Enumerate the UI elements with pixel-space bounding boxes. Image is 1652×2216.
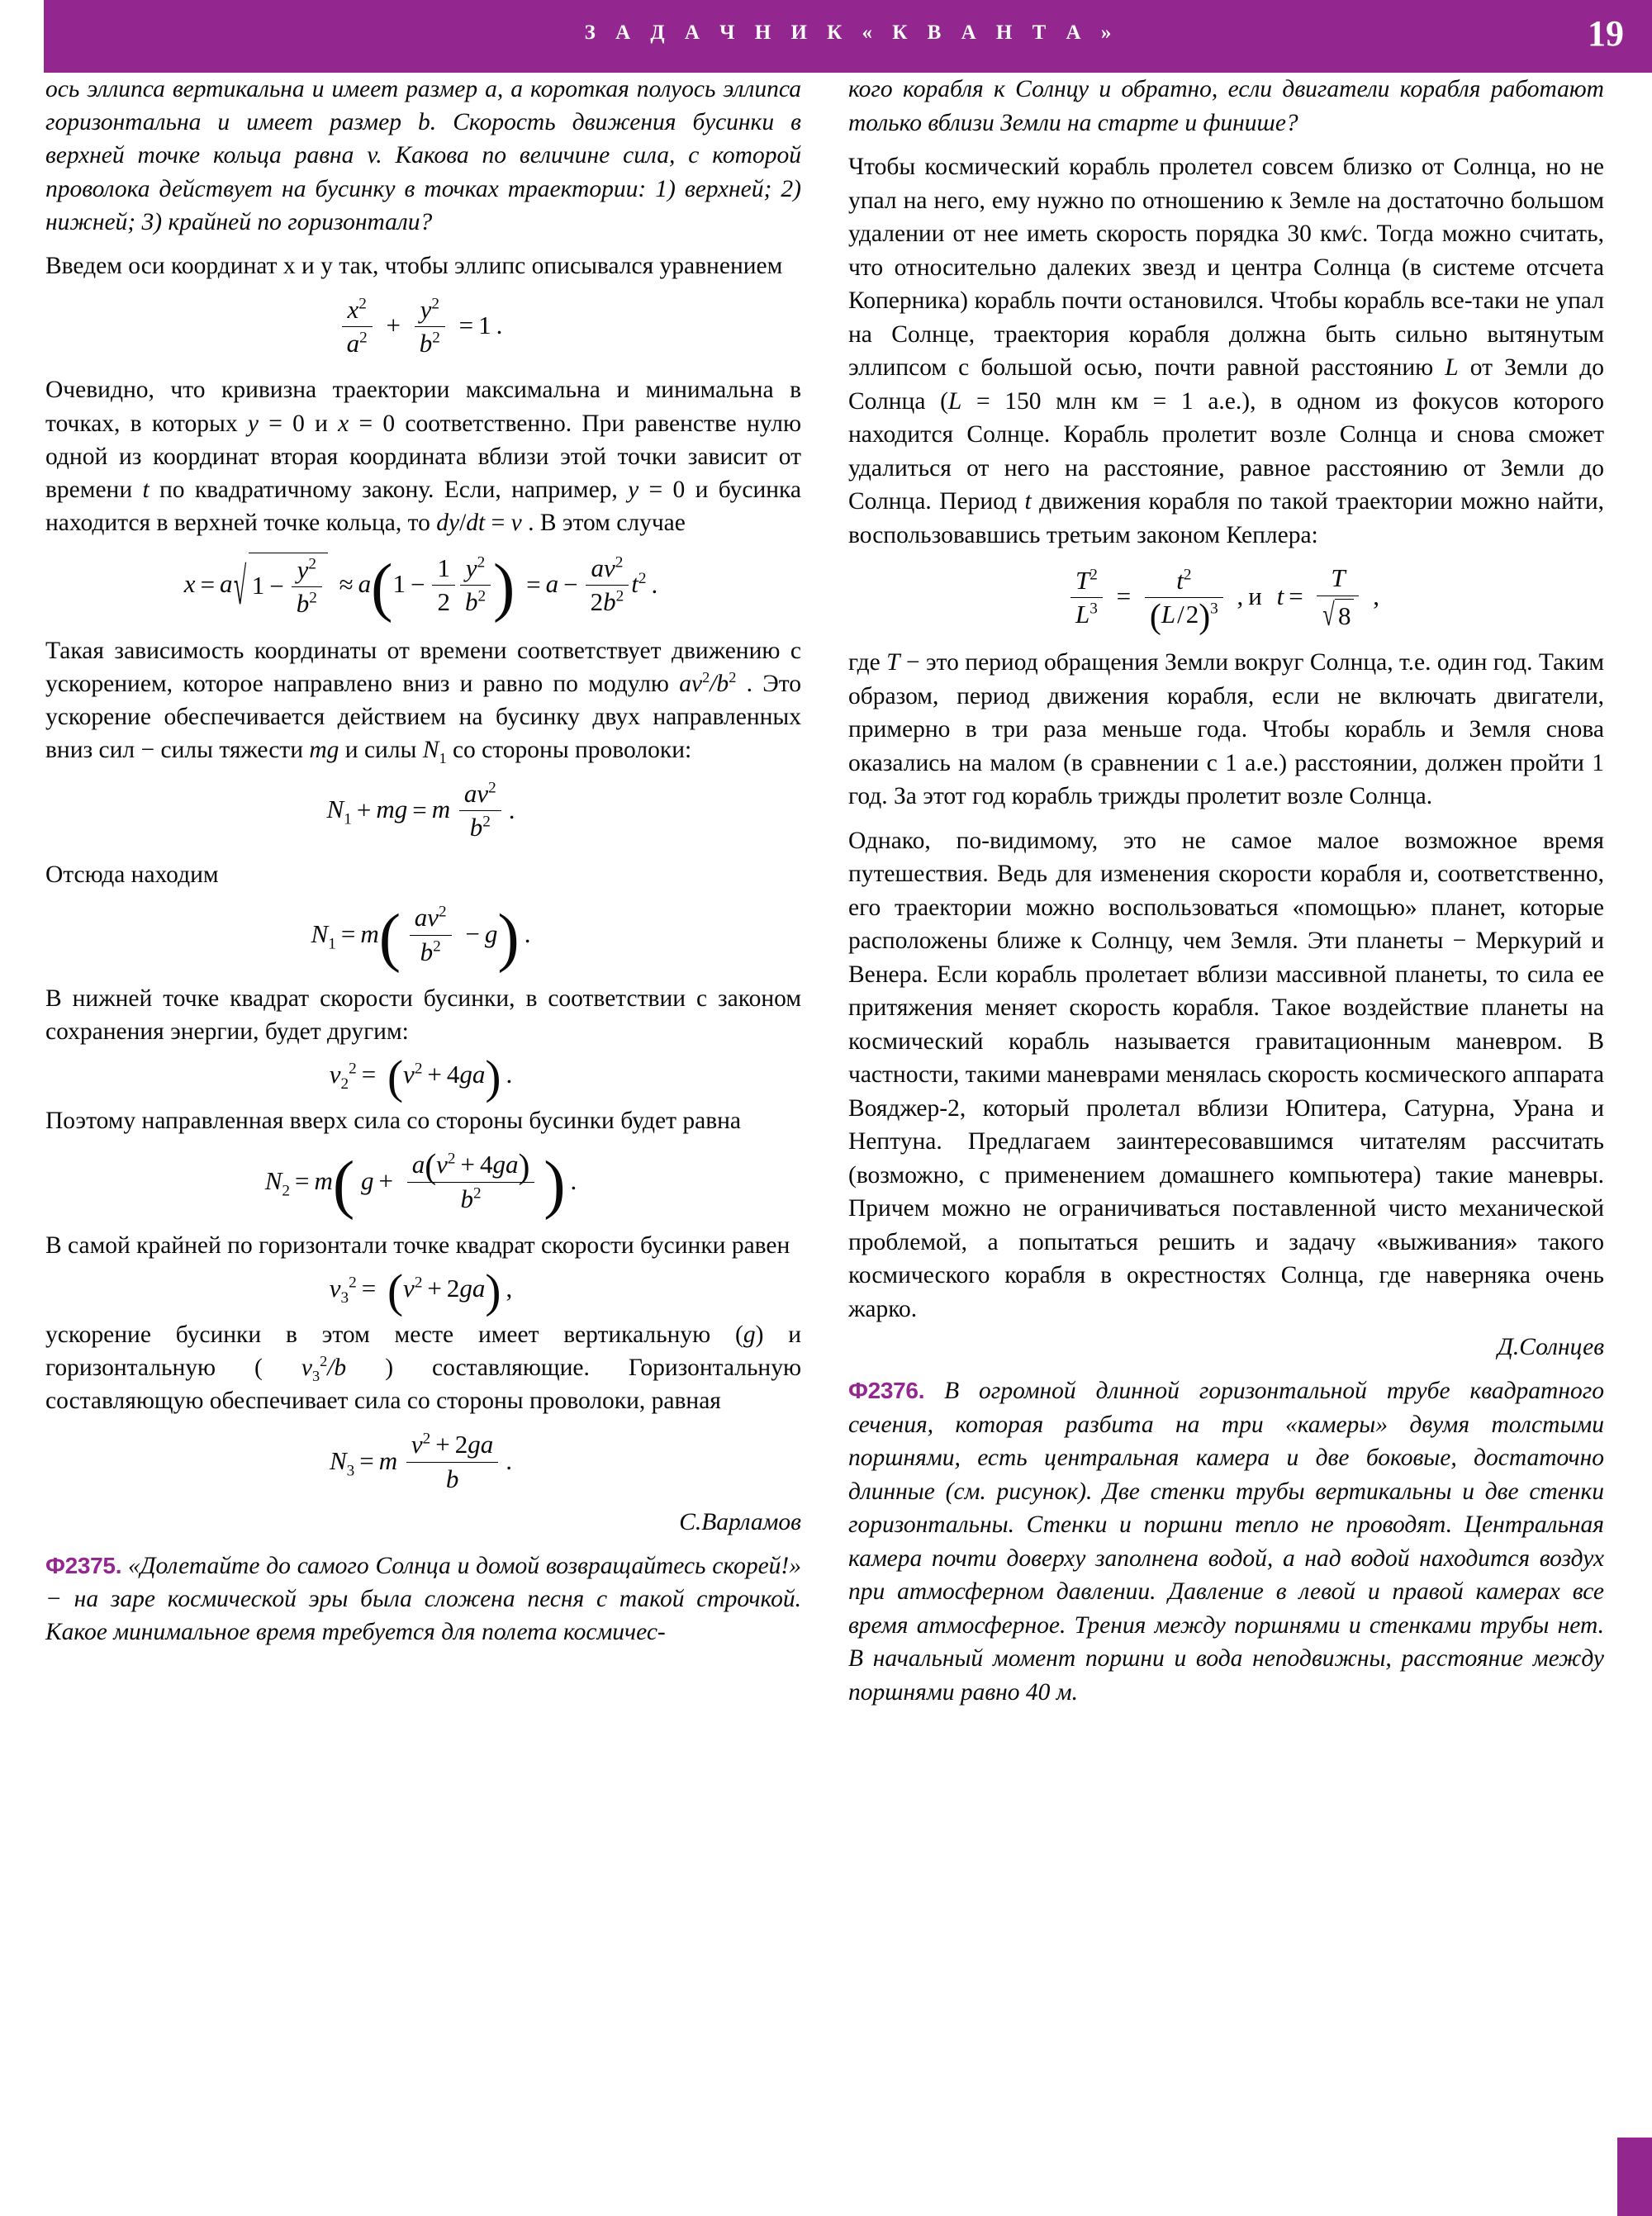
problem-2375 [45,1549,801,1649]
equation-kepler: $\frac{T^2}{L^3}$ = $\frac{t^2}{(L/2)^3}$ , и t = T √ 8 , [848,565,1604,633]
equation-ellipse: $\frac{x^2}{a^2}$ + $\frac{y^2}{b^2}$ = 1 . [45,296,801,360]
page-number: 19 [1588,13,1624,54]
equation-n1-balance: $N_1$ + mg = m $\frac{av^2}{b^2}$ . [326,778,515,842]
right-paragraph-1: Чтобы космический корабль пролетел совсем близко от Солнца, но не упал на него, ему нужно по отношению к Земле на достаточно большом удалении от нее иметь скорость порядка 30 км∕с. Тогда можно считать, что относительно далеких звезд и центра Солнца (в системе отсчета Коперника) корабль почти остановился. Чтобы корабль все-таки не упал на Солнце, траектория корабля должна быть сильно вытянутым эллипсом с большой осью, почти равной расстоянию L от Земли до Солнца (L = 150 млн км = 1 а.е.), в одном из фокусов которого находится Солнце. Корабль пролетит возле Солнца и снова сможет удалиться от него на расстояние, равное расстоянию от Земли до Солнца. Период t движения корабля по такой траектории можно найти, воспользовавшись третьим законом Кеплера: [848,154,1605,548]
equation-n1: $N_1 = m$( $\frac{av^2}{b^2}$ − g) . [311,901,531,974]
problem-2376-label: Ф2376. [848,1378,925,1404]
left-paragraph-7: В самой крайней по горизонтали точке квадрат скорости бусинки равен [45,1231,790,1259]
problem-2375-label: Ф2375. [45,1552,122,1578]
page-body [0,73,1652,2216]
problem-2376-text: В огромной длинной горизонтальной трубе квадратного сечения, которая разбита на три «камеры» двумя толстыми поршнями, есть центральная камера и две боковые, достаточно длинные (см. рисунок). Две стенки трубы вертикальны и две стенки горизонтальны. Стенки и поршни тепло не проводят. Центральная камера почти доверху заполнена водой, а над водой находится воздух при атмосферном давлении. Давление в левой и правой камерах все время атмосферное. Трения между поршнями и стенками трубы нет. В начальный момент поршни и вода неподвижны, расстояние между поршнями равно 40 м. [848,1378,1604,1706]
right-column [848,73,1604,1709]
left-paragraph-4: Отсюда находим [45,861,219,888]
left-paragraph-5: В нижней точке квадрат скорости бусинки, в соответствии с законом сохранения энергии, будет другим: [45,985,801,1046]
problem-2375-text: «Долетайте до самого Солнца и домой возвращайтесь скорей!» − на заре космической эры была сложена песня с такой строчкой. Какое минимальное время требуется для полета космичес- [45,1552,801,1646]
equation-x-expansion: x = a √ 1 − $\frac{y^2}{b^2}$ ≈ a(1 − $\frac{1}{2}$ $\frac{y^2}{b^2}$ ) = a − $\frac{av^2}{2b^2}$ $t^2$ . [45,553,801,620]
right-paragraph-3: Однако, по-видимому, это не самое малое возможное время путешествия. Ведь для изменения скорости корабля и, соответственно, его траектории можно воспользоваться «помощью» планет, которые расположены ближе к Солнцу, чем Земля. Эти планеты − Меркурий и Венера. Если корабль пролетает вблизи массивной планеты, то сила ее притяжения меняет скорость корабля. Такое воздействие планеты на космический корабль называется гравитационным маневром. В частности, такими маневрами менялась скорость космического аппарата Вояджер-2, который пролетал вблизи Юпитера, Сатурна, Урана и Нептуна. Предлагаем заинтересовавшимся читателям рассчитать (возможно, с применением домашнего компьютера) такие маневры. Причем можно не ограничиваться поставленной чисто механической проблемой, а попытаться решить и задачу «выживания» такого космического корабля в окрестностях Солнца, где наверняка очень жарко. [848,827,1604,1322]
page-header-band [44,0,1652,73]
page-header-title: З А Д А Ч Н И К « К В А Н Т А » [584,21,1119,44]
right-problem-2375-continued: кого корабля к Солнцу и обратно, если двигатели корабля работают только вблизи Земли на старте и финише? [848,76,1604,136]
left-paragraph-8: ускорение бусинки в этом месте имеет вертикальную (g) и горизонтальную ( $v_3^2/b$ ) составляющие. Горизонтальную составляющую обеспечивает сила со стороны проволоки, равная [45,1322,801,1415]
left-continued-problem: ось эллипса вертикальна и имеет размер a, а короткая полуось эллипса горизонтальна и имеет размер b. Скорость движения бусинки в верхней точке кольца равна v. Какова по величине сила, с которой проволока действует на бусинку в точках траектории: 1) верхней; 2) нижней; 3) крайней по горизонтали? [45,76,801,235]
left-column [45,73,801,1649]
equation-v2: $v_2^2 = (v^2 + 4ga)$ . [329,1051,513,1104]
left-paragraph-2: Очевидно, что кривизна траектории максимальна и минимальна в точках, в которых y = 0 и x = 0 соответственно. При равенстве нулю одной из координат вторая координата вблизи этой точки зависит от времени t по квадратичному закону. Если, например, y = 0 и бусинка находится в верхней точке кольца, то dy/dt = v . В этом случае [45,377,801,537]
left-paragraph-3: Такая зависимость координаты от времени соответствует движению с ускорением, которое направлено вниз и равно по модулю $av^2/b^2$ . Это ускорение обеспечивается действием на бусинку двух направленных вниз сил − силы тяжести mg и силы $N_1$ со стороны проволоки: [45,637,801,767]
right-signature: Д.Солнцев [1498,1334,1604,1361]
equation-n2: $N_2 = m$( g + $\frac{a(v^2 + 4ga)}{b^2}$ ) . [264,1148,577,1221]
equation-v3: $v_3^2 = (v^2 + 2ga)$ , [329,1265,513,1317]
left-paragraph-1: Введем оси координат x и y так, чтобы эллипс описывался уравнением [45,253,783,280]
page-edge-mark [1617,2138,1652,2216]
problem-2376 [848,1374,1604,1709]
right-paragraph-2: где T − это период обращения Земли вокруг Солнца, т.е. один год. Таким образом, период движения корабля, если не включать двигатели, примерно в три раза меньше года. Чтобы корабль и Земля снова оказались на малом (в сравнении с 1 а.е.) расстоянии, должен пройти 1 год. За этот год корабль трижды пролетит возле Солнца. [848,649,1605,810]
left-signature: С.Варламов [679,1508,801,1535]
equation-n3: $N_3 = m$ $\frac{v^2 + 2ga}{b}$ . [329,1430,513,1493]
left-paragraph-6: Поэтому направленная вверх сила со стороны бусинки будет равна [45,1108,742,1135]
